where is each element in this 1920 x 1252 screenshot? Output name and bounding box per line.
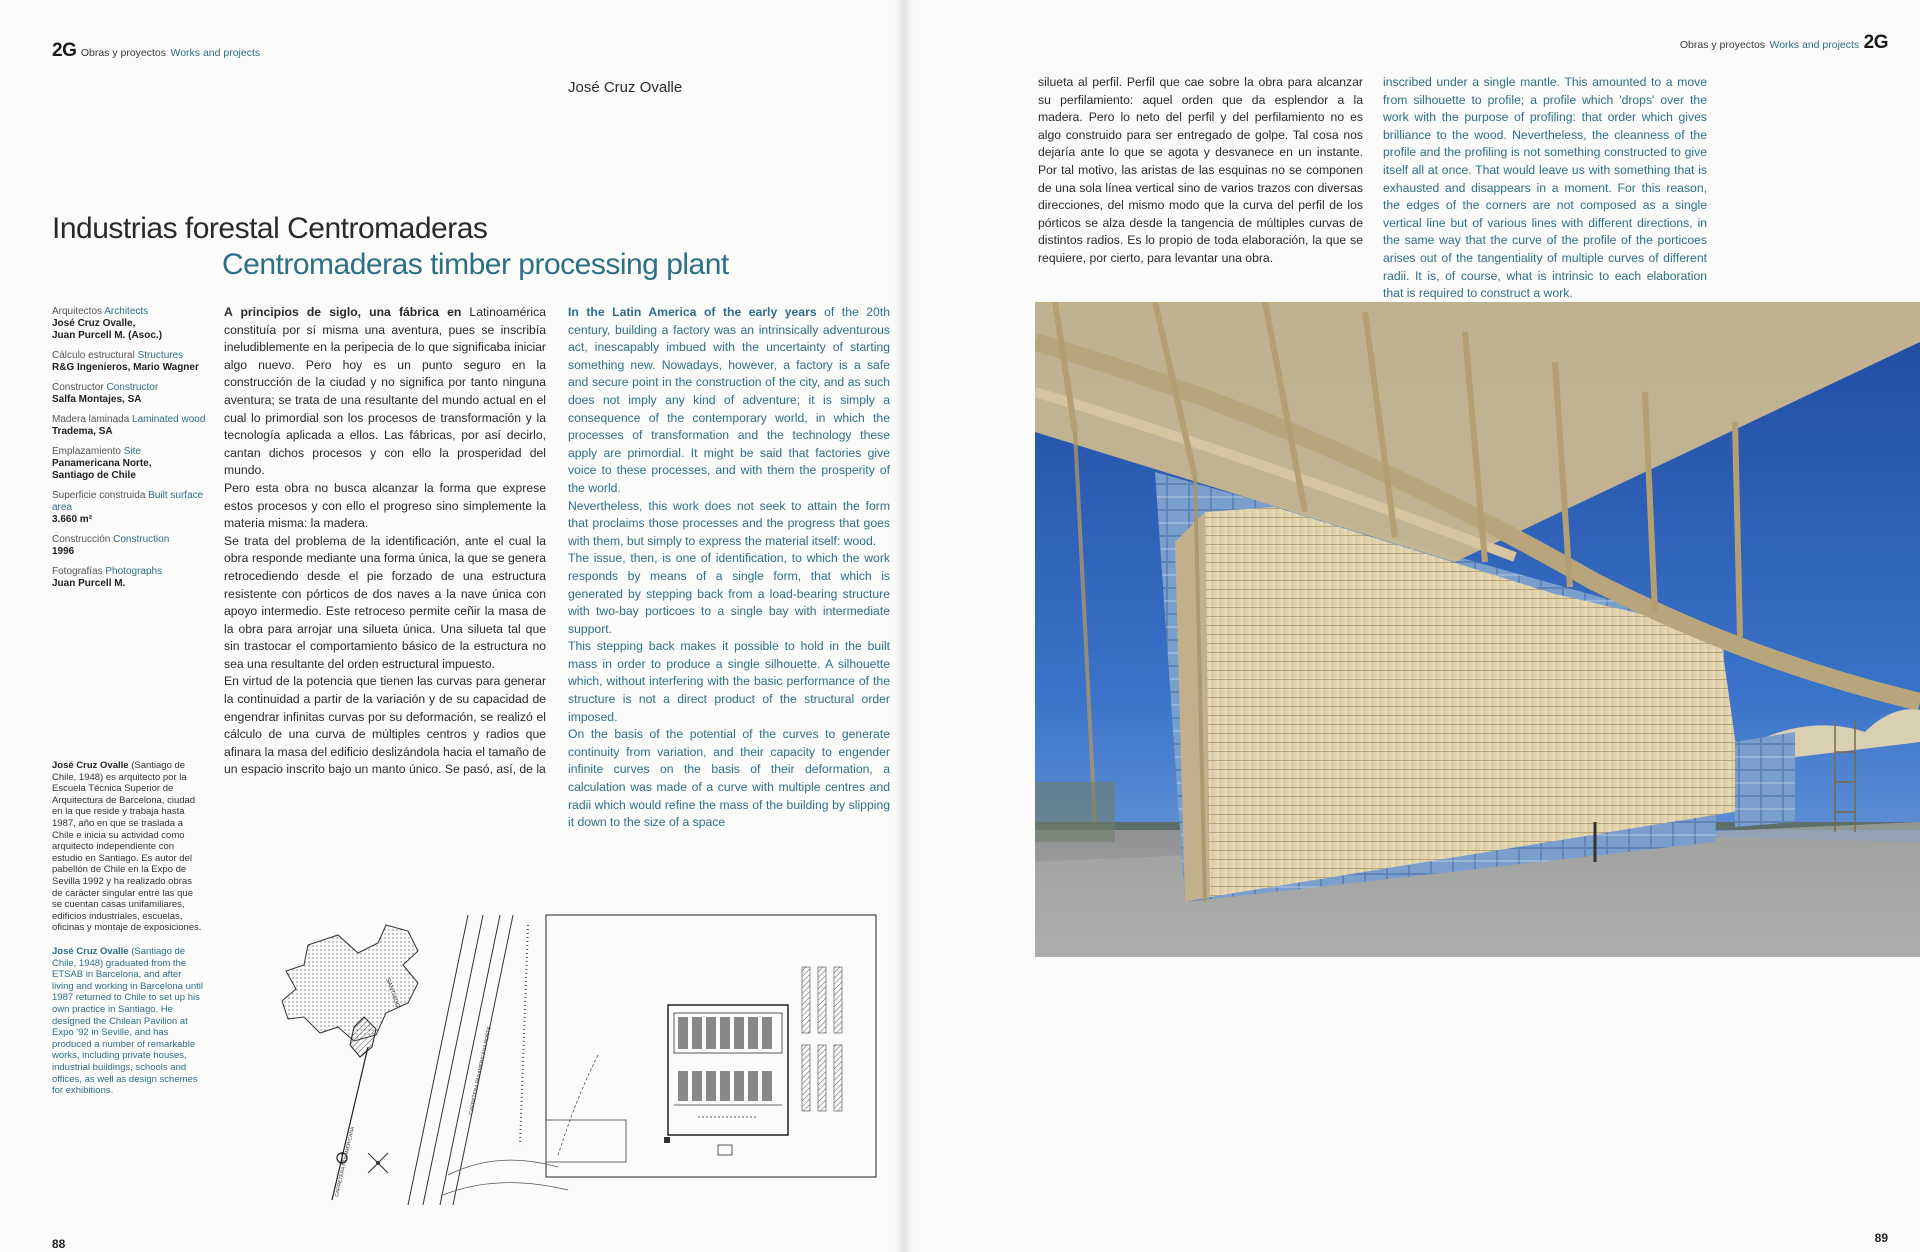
credit-label-en: Laminated wood — [132, 414, 206, 425]
body-en-p4: This stepping back makes it possible to hold in the built mass in order to produce a single silhouette. A silhouette which, without interfering with the basic performance of the structure is not a direct product of the structural order imposed. — [568, 639, 890, 724]
left-header-section-es: Obras y proyectos — [80, 47, 167, 59]
credit-label — [52, 490, 212, 514]
credit-item — [52, 350, 212, 374]
credit-label — [52, 534, 212, 546]
body-en-p1: of the 20th century, building a factory was an intrinsically adventurous act, inescapably imbued with the uncertainty of starting something new. Nowadays, however, a factory is a safe and secure point in the construction of the city, and as such does not imply any kind of adventure; it is simply a consequence of the contemporary world, in which the processes of transformation and the technology these apply are primordial. It might be said that factories give voice to these processes, and with them the prosperity of the world. — [568, 305, 890, 495]
article-title-en: Centromaderas timber processing plant — [222, 248, 729, 281]
credit-value: 1996 — [52, 546, 75, 557]
left-header-section-en: Works and projects — [170, 47, 261, 59]
credit-label-en: Site — [123, 446, 141, 457]
left-header-logo: 2G — [52, 40, 77, 61]
credit-label-es: Madera laminada — [52, 414, 130, 425]
credit-label-es: Construcción — [52, 534, 111, 545]
credit-label — [52, 566, 212, 578]
credit-item — [52, 382, 212, 406]
credit-value: Juan Purcell M. — [52, 578, 126, 589]
credit-label — [52, 414, 212, 426]
credit-value: 3.660 m² — [52, 514, 93, 525]
credit-label-en: Photographs — [105, 566, 163, 577]
svg-text:CARRETERA PANAMERICANA NORTE: CARRETERA PANAMERICANA NORTE — [468, 1026, 493, 1116]
credit-value: R&G Ingenieros, Mario Wagner — [52, 362, 199, 373]
body-es-lead: A principios de siglo, una fábrica en — [224, 305, 462, 319]
credit-label-es: Emplazamiento — [52, 446, 121, 457]
credit-item — [52, 566, 212, 590]
credit-item — [52, 414, 212, 438]
body-en-p2: Nevertheless, this work does not seek to attain the form that proclaims those processes and the progress that goes with them, but simply to express the material itself: wood. — [568, 498, 890, 548]
credit-label-es: Constructor — [52, 382, 104, 393]
body-es-p5: silueta al perfil. Perfil que cae sobre la obra para alcanzar su perfilamiento: aquel orden que da esplendor a la madera. Pero lo neto del perfil y del perfilamiento no es algo construido para ser entregado de golpe. Tal cosa nos dejaría ante lo que se agota y desvanece en un instante. Por tal motivo, las aristas de las esquinas no se componen de una sola línea vertical sino de varios trazos con diversas direcciones, del mismo modo que la curva del perfil de los pórticos se alza desde la tangencia de múltiples curvas de distintos radios. Es lo propio de toda elaboración, la que se requiere, por cierto, para levantar una obra. — [1038, 75, 1363, 265]
article-title-es: Industrias forestal Centromaderas — [52, 212, 488, 245]
body-es-p2: Pero esta obra no busca alcanzar la forma que exprese estos procesos y con ello el progreso sino simplemente la materia misma: la madera. — [224, 480, 546, 531]
bio-es-name: José Cruz Ovalle — [52, 760, 129, 771]
left-running-header — [52, 40, 260, 62]
site-layout — [408, 915, 876, 1205]
bio-en — [52, 946, 204, 1097]
credit-label — [52, 446, 212, 458]
page-gutter — [895, 0, 913, 1252]
credit-value: José Cruz Ovalle, Juan Purcell M. (Asoc.) — [52, 318, 163, 341]
body-es-column-continued — [1038, 74, 1363, 268]
credit-label — [52, 306, 212, 318]
body-en-p6: inscribed under a single mantle. This amounted to a move from silhouette to profile; a profile which 'drops' over the work with the purpose of profiling: that order which gives brilliance to the wood. Nevertheless, the cleanness of the profile and the profiling is not something constructed to give itself all at once. That would leave us with something that is exhausted and disappears in a moment. For this reason, the edges of the corners are not composed as a single vertical line but of various lines with different directions, in the same way that the curve of the profile of the porticoes arises out of the tangentiality of multiple curves of different radii. It is, of course, what is intrinsic to each elaboration that is required to construct a work. — [1383, 75, 1707, 301]
right-header-section-es: Obras y proyectos — [1679, 39, 1766, 51]
north-arrow-icon — [368, 1153, 388, 1173]
body-es-p1: Latinoamérica constituía por sí misma una aventura, pues se inscribía ineludiblemente en la peripecia de lo que significaba iniciar algo nuevo. Pero hoy es un punto seguro en la construcción de la ciudad y no significa por tanto ninguna aventura; se trata de una resultante del mundo actual en el cual lo primordial son los procesos de transformación y la tecnología aplicada a ellos. Las fábricas, por así decirlo, cantan dichos procesos y con ello la prosperidad del mundo. — [224, 305, 546, 478]
credit-label-es: Arquitectos — [52, 306, 103, 317]
svg-text:CARRETERA PANAMERICANA: CARRETERA PANAMERICANA — [334, 1126, 357, 1198]
credit-label — [52, 350, 212, 362]
body-en-lead: In the Latin America of the early years — [568, 305, 817, 319]
credits-block — [52, 306, 212, 598]
credit-label-en: Built surface area — [52, 490, 204, 513]
credit-item — [52, 446, 212, 482]
body-en-p5: On the basis of the potential of the curves to generate continuity from variation, and their capacity to engender infinite curves on the basis of their deformation, a calculation was made of a curve with multiple centres and radii which would refine the mass of the building by slipping it down to the size of a space — [568, 727, 890, 830]
right-header-logo: 2G — [1863, 32, 1888, 53]
credit-value: Salfa Montajes, SA — [52, 394, 142, 405]
city-map — [282, 925, 418, 1200]
bio-es-text: (Santiago de Chile, 1948) es arquitecto por la Escuela Técnica Superior de Arquitectura de Barcelona, ciudad en la que reside y trabaja hasta 1987, año en que se traslada a Chile e inicia su actividad como arquitecto independiente con estudio en Santiago. Es autor del pabellón de Chile en la Expo de Sevilla 1992 y ha realizado obras de carácter singular entre las que se cuentan casas unifamiliares, edificios industriales, escuelas, oficinas y montaje de exposiciones. — [52, 760, 202, 934]
credit-label-en: Architects — [104, 306, 149, 317]
site-plan-drawing — [268, 905, 878, 1205]
credit-item — [52, 306, 212, 342]
building-photograph — [1035, 302, 1920, 957]
body-en-column — [568, 304, 890, 832]
body-es-p3: Se trata del problema de la identificación, ante el cual la obra responde mediante una forma única, la que se genera retrocediendo desde el pie forzado de una estructura resistente con pórticos de dos naves a la nave única con apoyo intermedio. Este retroceso permite ceñir la masa de la obra para arrojar una silueta única. Una silueta tal que sin trastocar el comportamiento básico de la estructura no sea una resultante del orden estructural impuesto. — [224, 533, 546, 671]
body-en-p3: The issue, then, is one of identification, to which the work responds by means of a single form, that which is generated by stepping back from a load-bearing structure with two-bay porticoes to a single bay with intermediate support. — [568, 551, 890, 636]
credit-label-es: Superficie construida — [52, 490, 146, 501]
credit-item — [52, 490, 212, 526]
left-page — [0, 0, 903, 1252]
body-en-column-continued — [1383, 74, 1707, 303]
right-running-header — [1680, 32, 1888, 54]
credit-value: Tradema, SA — [52, 426, 113, 437]
body-es-p4: En virtud de la potencia que tienen las curvas para generar la continuidad a partir de la variación y de su capacidad de engendrar infinitas curvas por su deformación, se realizó el cálculo de una curva de múltiples centros y radios que afinara la masa del edificio deslizándola hacia el tamaño de un espacio inscrito bajo un manto único. Se pasó, así, de la — [224, 674, 546, 777]
bio-en-text: (Santiago de Chile, 1948) graduated from the ETSAB in Barcelona, and after living and working in Barcelona until 1987 returned to Chile to set up his own practice in Santiago. He designed the Chilean Pavilion at Expo '92 in Seville, and has produced a number of remarkable works, including private houses, industrial buildings, schools and offices, as well as design schemes for exhibitions. — [52, 946, 204, 1097]
right-header-section-en: Works and projects — [1769, 39, 1860, 51]
credit-label-en: Construction — [113, 534, 170, 545]
body-es-column — [224, 304, 546, 779]
folio-right: 89 — [1874, 1231, 1888, 1245]
credit-label — [52, 382, 212, 394]
credit-label-en: Constructor — [106, 382, 159, 393]
credit-value: Panamericana Norte, Santiago de Chile — [52, 458, 152, 481]
article-author: José Cruz Ovalle — [568, 79, 683, 96]
bio-es — [52, 760, 204, 934]
svg-text:SANTIAGO: SANTIAGO — [384, 977, 401, 1009]
credit-item — [52, 534, 212, 558]
bio-en-name: José Cruz Ovalle — [52, 946, 129, 957]
folio-left: 88 — [52, 1237, 66, 1251]
credit-label-es: Cálculo estructural — [52, 350, 135, 361]
credit-label-es: Fotografías — [52, 566, 103, 577]
credit-label-en: Structures — [137, 350, 184, 361]
